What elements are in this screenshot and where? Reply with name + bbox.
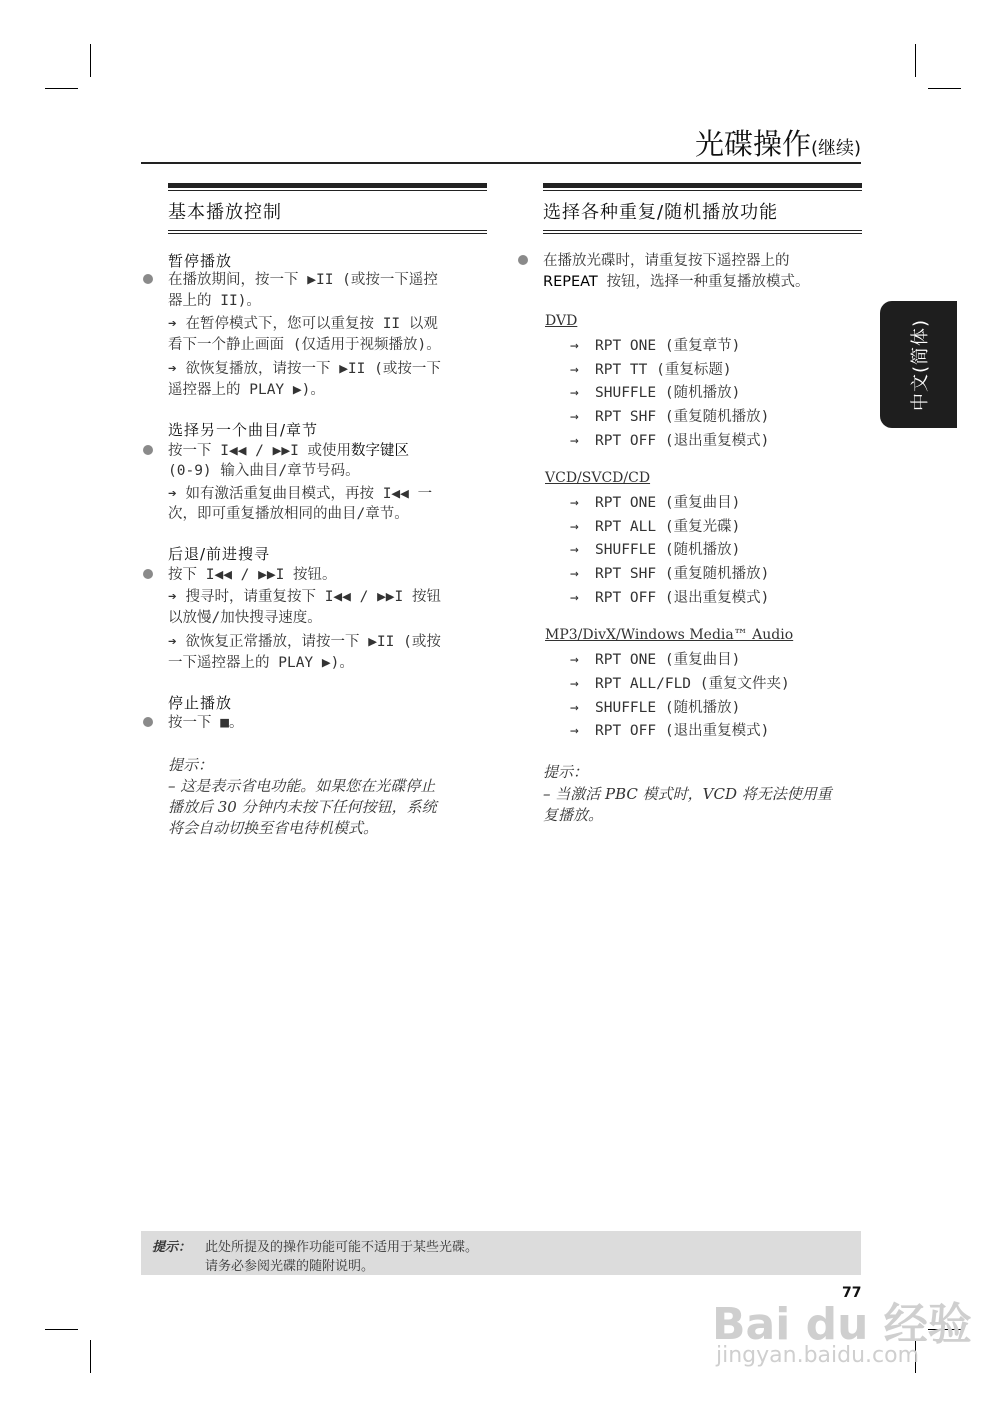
crop-mark [90,44,91,77]
text-line: 遥控器上的 PLAY ▶)。 [168,382,325,398]
arrow-icon: → [570,433,579,449]
option-item [570,405,769,426]
option-label: RPT OFF (退出重复模式) [595,723,770,739]
text-line: (0-9) 输入曲目/章节号码。 [168,463,360,479]
footer-note-label: 提示： [152,1240,192,1255]
arrow-icon: → [570,590,579,606]
arrow-icon: → [570,542,579,558]
option-item [570,586,769,607]
bullet-icon [143,717,153,727]
text-line [168,441,409,462]
text-line: 看下一个静止画面 (仅适用于视频播放)。 [168,337,441,353]
option-label: SHUFFLE (随机播放) [595,700,741,716]
tip-line: 播放后 30 分钟内未按下任何按钮，系统 [168,798,437,816]
category-mp3: MP3/DivX/Windows Media™ Audio [545,627,794,643]
text-line: ➔ 搜寻时，请重复按下 I◀◀ / ▶▶I 按钮 [168,589,441,605]
footer-note-line: 请务必参阅光碟的随附说明。 [205,1259,375,1274]
option-label: RPT TT (重复标题) [595,362,732,378]
option-label: RPT ONE (重复章节) [595,338,741,354]
arrow-icon: → [570,723,579,739]
header-rule [141,162,861,164]
arrow-icon: → [570,566,579,582]
text-line: 在播放期间，按一下 ▶II (或按一下遥控 [168,272,438,288]
option-label: RPT ONE (重复曲目) [595,495,741,511]
page-number: 77 [842,1285,862,1301]
section-header-repeat [543,183,862,234]
crop-mark [90,1340,91,1373]
crop-mark [928,88,961,89]
arrow-icon: → [570,519,579,535]
numeric-keypad-label: 数字键区 [351,443,410,459]
text-line: ➔ 在暂停模式下，您可以重复按 II 以观 [168,316,438,332]
watermark-url: jingyan.baidu.com [716,1343,920,1368]
arrow-icon: → [570,385,579,401]
option-item [570,429,769,450]
tip-line: – 当激活 PBC 模式时，VCD 将无法使用重 [543,785,832,803]
page-title [695,122,861,163]
watermark-logo: Bai du 经验 [712,1299,972,1350]
text-line: 按一下 ■。 [168,715,244,731]
option-label: RPT SHF (重复随机播放) [595,566,770,582]
text-line: 器上的 II)。 [168,293,261,309]
option-label: SHUFFLE (随机播放) [595,385,741,401]
subheading-stop: 停止播放 [168,694,233,712]
crop-mark [915,44,916,77]
option-item [570,719,769,740]
arrow-icon: → [570,495,579,511]
option-label: RPT SHF (重复随机播放) [595,409,770,425]
option-label: RPT ONE (重复曲目) [595,652,741,668]
bullet-icon [143,445,153,455]
section-header-basic-playback [168,183,487,234]
language-tab [880,301,957,428]
text-line: 按下 I◀◀ / ▶▶I 按钮。 [168,567,337,583]
option-item [570,696,740,717]
category-vcd: VCD/SVCD/CD [545,470,651,486]
tip-line: 将会自动切换至省电待机模式。 [168,819,379,837]
option-label: RPT OFF (退出重复模式) [595,590,770,606]
option-label: RPT OFF (退出重复模式) [595,433,770,449]
tip-line: 复播放。 [543,806,604,824]
tip-line: – 这是表示省电功能。如果您在光碟停止 [168,777,436,795]
arrow-icon: → [570,700,579,716]
text-span: 按一下 I◀◀ / ▶▶I 或使用 [168,443,352,459]
text-line: ➔ 欲恢复播放，请按一下 ▶II (或按一下 [168,361,441,377]
arrow-icon: → [570,676,579,692]
option-item [570,538,740,559]
text-line: 在播放光碟时，请重复按下遥控器上的 [543,253,790,269]
option-label: SHUFFLE (随机播放) [595,542,741,558]
section-title: 基本播放控制 [168,202,282,223]
option-item [570,515,740,536]
option-item [570,672,790,693]
option-item [570,491,740,512]
subheading-pause: 暂停播放 [168,252,233,270]
option-item [570,562,769,583]
text-line: 以放慢/加快搜寻速度。 [168,610,322,626]
option-item [570,381,740,402]
bullet-icon [143,274,153,284]
tip-label: 提示： [543,763,589,781]
text-line: ➔ 如有激活重复曲目模式，再按 I◀◀ 一 [168,486,433,502]
arrow-icon: → [570,362,579,378]
option-item [570,358,732,379]
subheading-select-track: 选择另一个曲目/章节 [168,421,319,439]
footer-note-line: 此处所提及的操作功能可能不适用于某些光碟。 [205,1240,479,1255]
text-line: 一下遥控器上的 PLAY ▶)。 [168,655,354,671]
arrow-icon: → [570,338,579,354]
category-dvd: DVD [545,313,578,329]
option-label: RPT ALL (重复光碟) [595,519,741,535]
section-title: 选择各种重复/随机播放功能 [543,202,779,223]
bullet-icon [143,569,153,579]
text-line [543,272,810,293]
option-item [570,648,740,669]
repeat-key-label: REPEAT [543,274,598,290]
option-label: RPT ALL/FLD (重复文件夹) [595,676,790,692]
text-span: 按钮，选择一种重复播放模式。 [597,274,810,290]
arrow-icon: → [570,409,579,425]
text-line: ➔ 欲恢复正常播放，请按一下 ▶II (或按 [168,634,441,650]
tip-label: 提示： [168,756,214,774]
text-line: 次，即可重复播放相同的曲目/章节。 [168,506,409,522]
subheading-search: 后退/前进搜寻 [168,545,271,563]
crop-mark [45,1329,78,1330]
arrow-icon: → [570,652,579,668]
option-item [570,334,740,355]
page-title-main: 光碟操作 [694,127,811,161]
bullet-icon [518,255,528,265]
language-tab-label: 中文(简体) [909,318,931,411]
crop-mark [45,88,78,89]
page-title-sub: (继续) [810,138,861,159]
